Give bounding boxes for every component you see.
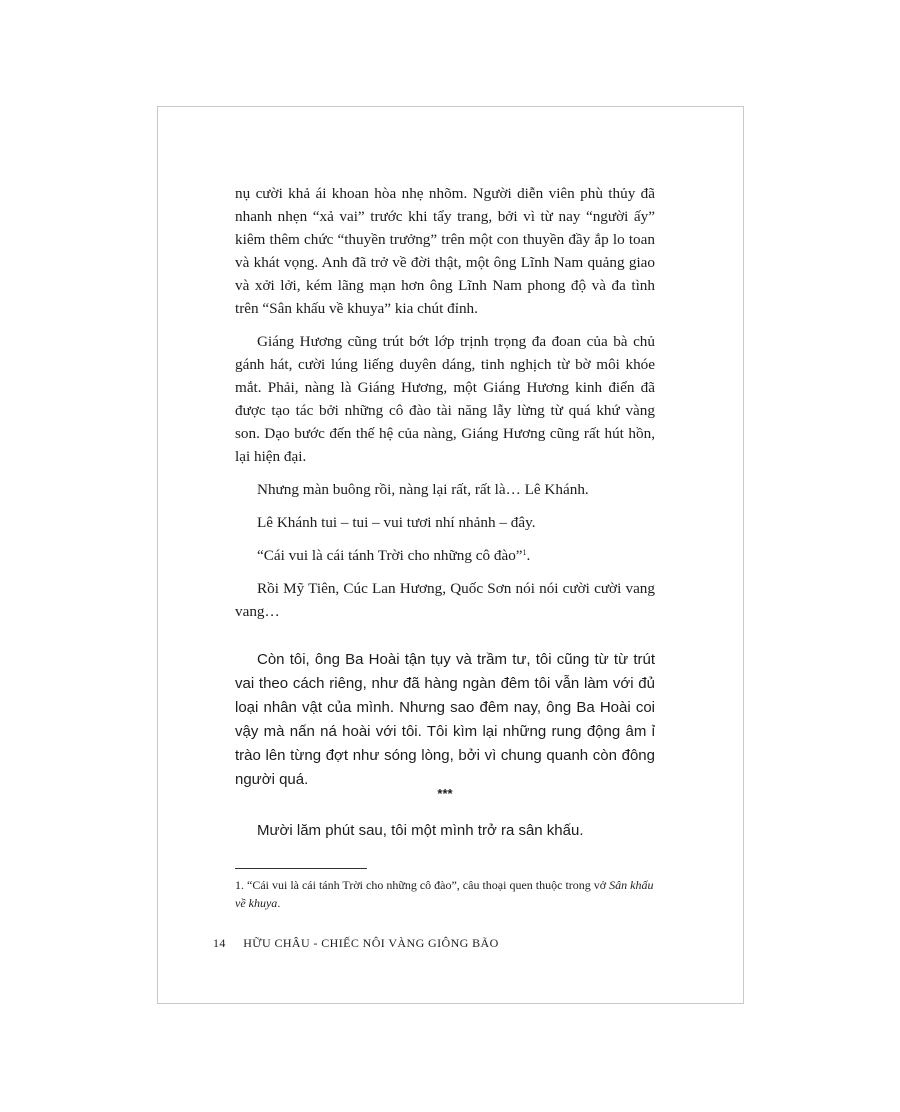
- sans-text-block: [235, 648, 655, 792]
- quote-text: “Cái vui là cái tánh Trời cho những cô đào”: [257, 547, 523, 564]
- paragraph-5: “Cái vui là cái tánh Trời cho những cô đào”$^1$.: [257, 547, 531, 564]
- paragraph-7: Còn tôi, ông Ba Hoài tận tụy và trầm tư, tôi cũng từ từ trút vai theo cách riêng, như đã hàng ngàn đêm tôi vẫn làm với đủ loại nhân vật của mình. Nhưng sao đêm nay, ông Ba Hoài coi vậy mà nấn ná hoài với tôi. Tôi kìm lại những rung động âm ỉ trào lên từng đợt như sóng lòng, bởi vì chung quanh còn đông người quá.: [235, 651, 655, 788]
- running-footer: [213, 936, 499, 951]
- footnote-marker: 1: [522, 548, 527, 557]
- footnote-italic: Sân khấu về khuya: [235, 878, 654, 910]
- paragraph-3: Nhưng màn buông rồi, nàng lại rất, rất là… Lê Khánh.: [257, 481, 589, 498]
- footnote: [235, 876, 665, 912]
- book-title: HỮU CHÂU - CHIẾC NÔI VÀNG GIÔNG BÃO: [243, 936, 499, 950]
- paragraph-8: Mười lăm phút sau, tôi một mình trở ra sân khấu.: [257, 822, 584, 839]
- paragraph-6: Rồi Mỹ Tiên, Cúc Lan Hương, Quốc Sơn nói nói cười cười vang vang…: [235, 580, 655, 620]
- paragraph-4: Lê Khánh tui – tui – vui tươi nhí nhảnh – đây.: [257, 514, 536, 531]
- footnote-rule: [235, 868, 367, 869]
- serif-text-block: [235, 182, 655, 633]
- footnote-end: .: [277, 896, 281, 910]
- paragraph-1: nụ cười khả ái khoan hòa nhẹ nhõm. Người diễn viên phù thủy đã nhanh nhẹn “xả vai” trước khi tẩy trang, bởi vì từ nay “người ấy” kiêm thêm chức “thuyền trưởng” trên một con thuyền đầy ắp lo toan và khát vọng. Anh đã trở về đời thật, một ông Lĩnh Nam quảng giao và xởi lởi, kém lãng mạn hơn ông Lĩnh Nam phong độ và đa tình trên “Sân khấu về khuya” kia chút đỉnh.: [235, 185, 655, 317]
- footnote-text: 1. “Cái vui là cái tánh Trời cho những cô đào”, câu thoại quen thuộc trong vở: [235, 878, 607, 892]
- page-number: 14: [213, 936, 226, 950]
- sans-text-block-2: [235, 819, 655, 843]
- paragraph-2: Giáng Hương cũng trút bớt lớp trịnh trọng đa đoan của bà chủ gánh hát, cười lúng liếng duyên dáng, tinh nghịch từ bờ môi khóe mắt. Phải, nàng là Giáng Hương, một Giáng Hương kinh điển đã được tạo tác bởi những cô đào tài năng lẫy lừng từ quá khứ vàng son. Dạo bước đến thế hệ của nàng, Giáng Hương cũng rất hút hồn, lại hiện đại.: [235, 333, 655, 465]
- section-separator: ***: [437, 786, 453, 801]
